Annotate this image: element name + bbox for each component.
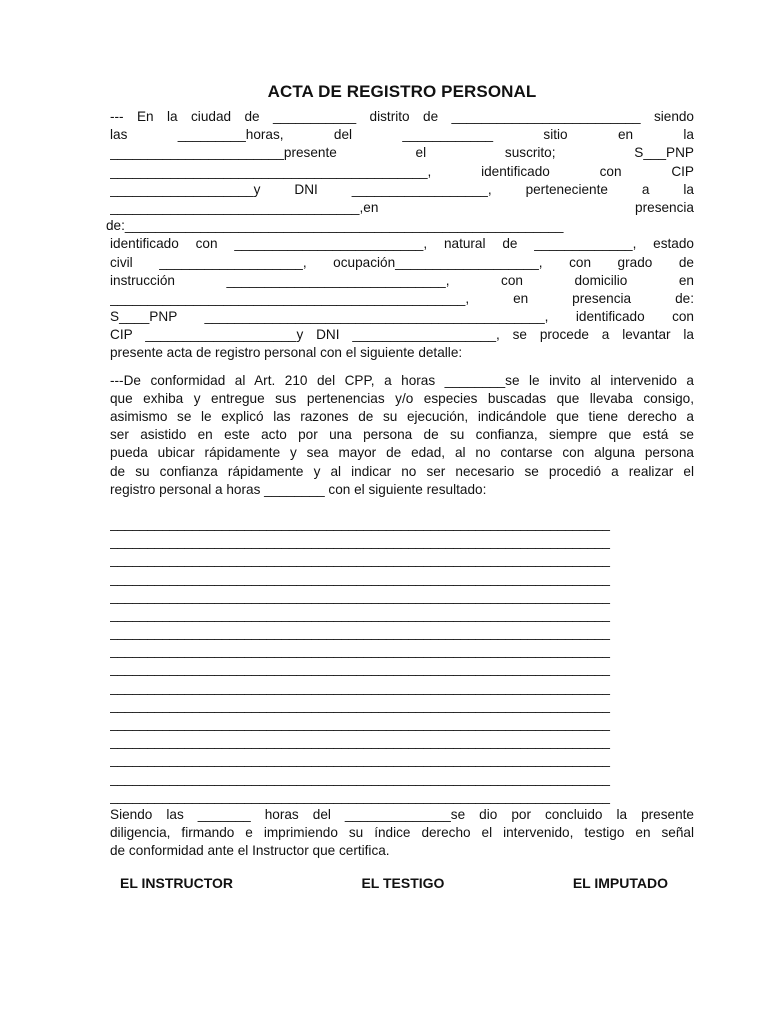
blank-line: ___________________________________________________________________: [110, 552, 610, 568]
intro-line-1: --- En la ciudad de ___________ distrito de _________________________ siendo: [110, 109, 694, 124]
blank-line: ___________________________________________________________________: [110, 697, 610, 713]
conformity-line-7: registro personal a horas ________ con el siguiente resultado:: [110, 481, 487, 497]
blank-line: ___________________________________________________________________: [110, 515, 610, 531]
blank-line: ___________________________________________________________________: [110, 716, 610, 731]
intro-line-7: de:__________________________________________________________: [106, 218, 564, 234]
blank-line: ___________________________________________________________________: [110, 643, 610, 659]
document-title: ACTA DE REGISTRO PERSONAL: [267, 82, 537, 101]
result-blank-lines: [110, 515, 694, 806]
intro-line-4: __________________________________________, identificado con CIP: [110, 163, 694, 179]
intro-line-9: civil ___________________, ocupación___________________, con grado de: [110, 254, 694, 270]
paragraph-intro: [106, 108, 694, 363]
closing-line-2: diligencia, firmando e imprimiendo su índice derecho el intervenido, testigo en señal: [110, 825, 694, 841]
closing-line-3: de conformidad ante el Instructor que certifica.: [110, 843, 390, 859]
paragraph-closing: [110, 806, 694, 861]
blank-line: ___________________________________________________________________: [110, 625, 610, 641]
blank-line: ___________________________________________________________________: [110, 606, 610, 622]
signature-instructor: EL INSTRUCTOR: [120, 874, 234, 891]
blank-line: ___________________________________________________________________: [110, 752, 610, 768]
blank-line: ___________________________________________________________________: [110, 661, 610, 677]
intro-line-13: CIP ____________________y DNI ___________________, se procede a levantar la: [110, 327, 694, 343]
conformity-line-2: que exhiba y entregue sus pertenencias y/o especies buscadas que llevaba consigo,: [110, 390, 694, 406]
blank-line: ___________________________________________________________________: [110, 534, 610, 550]
conformity-line-4: ser asistido en este acto por una persona de su confianza, siempre que está se: [110, 427, 694, 443]
document-page: [106, 82, 694, 891]
intro-line-6: _________________________________,en presencia: [110, 199, 694, 215]
paragraph-conformity: [110, 372, 694, 499]
blank-line: ___________________________________________________________________: [110, 588, 610, 604]
intro-line-12: S____PNP _____________________________________________, identificado con: [110, 309, 694, 325]
intro-line-14: presente acta de registro personal con el siguiente detalle:: [110, 345, 463, 361]
conformity-line-6: de su confianza rápidamente y al indicar no ser necesario se procedió a realizar el: [110, 463, 694, 479]
intro-line-2: las _________horas, del ____________ sitio en la: [110, 127, 694, 143]
blank-line: ___________________________________________________________________: [110, 770, 610, 786]
intro-line-3: _______________________presente el suscrito; S___PNP: [110, 145, 694, 161]
conformity-line-3: asimismo se le explicó las razones de su ejecución, indicándole que tiene derecho a: [110, 409, 694, 424]
conformity-line-5: pueda ubicar rápidamente y sea mayor de edad, al no contarse con alguna persona: [110, 445, 694, 461]
conformity-line-1: ---De conformidad al Art. 210 del CPP, a horas ________se le invito al intervenido a: [110, 372, 694, 388]
intro-line-11: _______________________________________________, en presencia de:: [110, 290, 694, 306]
blank-line: ___________________________________________________________________: [110, 570, 610, 586]
closing-line-1: Siendo las _______ horas del ______________se dio por concluido la presente: [110, 806, 694, 822]
signature-witness: EL TESTIGO: [361, 874, 445, 891]
signature-accused: EL IMPUTADO: [572, 874, 668, 891]
blank-line: ___________________________________________________________________: [110, 679, 610, 695]
blank-line: ___________________________________________________________________: [110, 788, 610, 804]
intro-line-8: identificado con _________________________, natural de _____________, estado: [110, 236, 694, 252]
blank-line: ___________________________________________________________________: [110, 734, 610, 750]
intro-line-5: ___________________y DNI __________________, perteneciente a la: [110, 181, 694, 197]
signature-row: [110, 875, 694, 891]
intro-line-10: instrucción _____________________________, con domicilio en: [110, 272, 694, 288]
